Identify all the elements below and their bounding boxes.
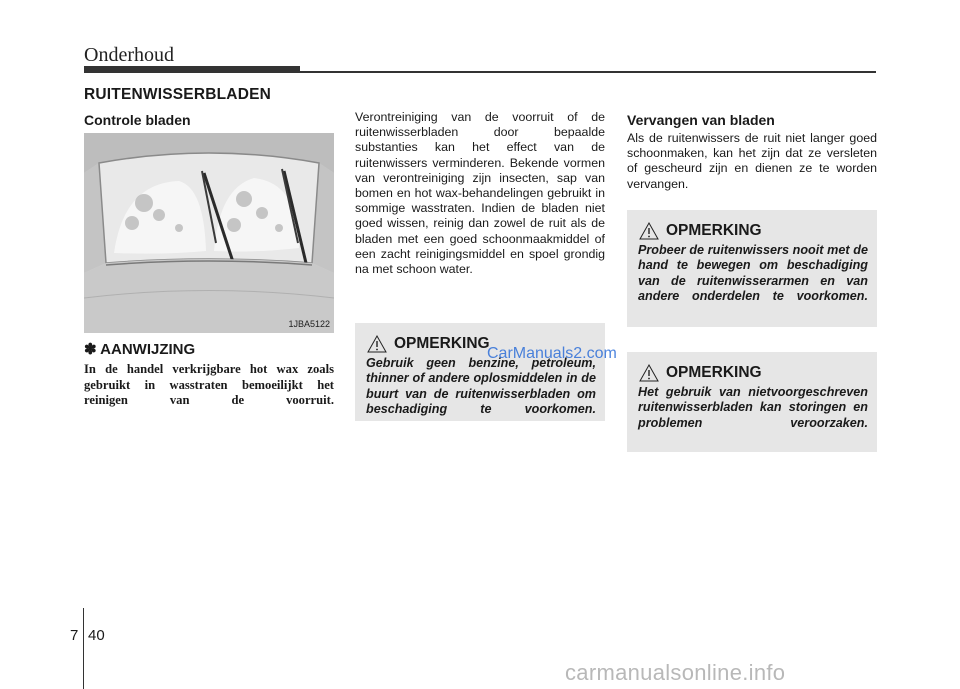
aanwijzing-text: In de handel verkrijgbare hot wax zoals gebruikt in wasstraten bemoeilijkt het reinigen van de voorruit. [84, 362, 334, 407]
note-box-nietvoorgeschreven [627, 352, 877, 452]
windshield-illustration-svg [84, 133, 334, 333]
aanwijzing-title: ✽ AANWIJZING [84, 341, 196, 358]
note-text: Gebruik geen benzine, petroleum, thinner of andere oplosmiddelen in de buurt van de ruitenwisserbladen om beschadiging te voorkomen. [366, 356, 596, 417]
note-header [638, 362, 868, 384]
note-title: OPMERKING [666, 364, 762, 381]
header-rule-thin [300, 71, 876, 73]
subtitle-controle-bladen: Controle bladen [84, 112, 191, 128]
warning-triangle-icon [638, 221, 660, 241]
header-rule-thick [84, 66, 300, 73]
footer-vertical-rule [83, 608, 84, 689]
note-box-oplosmiddelen [355, 323, 605, 421]
body-text-vervangen: Als de ruitenwissers de ruit niet langer goed schoonmaken, kan het zijn dat ze versleten of gescheurd zijn en dienen ze te worden vervangen. [627, 131, 877, 191]
watermark: CarManuals2.com [487, 345, 617, 362]
page-number: 40 [88, 627, 105, 644]
note-text: Het gebruik van nietvoorgeschreven ruitenwisserbladen kan storingen en problemen veroorzaken. [638, 385, 868, 430]
warning-triangle-icon [366, 334, 388, 354]
site-footer-link[interactable]: carmanualsonline.info [565, 660, 786, 685]
body-text-verontreiniging: Verontreiniging van de voorruit of de ruitenwisserbladen door bepaalde substanties kan het effect van de ruitenwissers verminderen. Bekende vormen van verontreiniging zijn insecten, sap van bomen en hot wax-behandelingen gebruikt in sommige wasstraten. Indien de bladen niet goed wissen, reinig dan zowel de ruit als de bladen met een goed schoonmaakmiddel of een zacht reinigingsmiddel en spoel grondig na met schoon water. [355, 110, 605, 277]
note-title: OPMERKING [394, 335, 490, 352]
figure-caption: 1JBA5122 [288, 319, 330, 329]
note-header [638, 220, 868, 242]
note-text: Probeer de ruitenwissers nooit met de hand te bewegen om beschadiging van de ruitenwisserarmen en van andere onderdelen te voorkomen. [638, 243, 868, 304]
header-title: Onderhoud [84, 44, 174, 66]
warning-triangle-icon [638, 363, 660, 383]
note-box-hand-bewegen [627, 210, 877, 327]
windshield-wiper-illustration [84, 133, 334, 333]
subtitle-vervangen-bladen: Vervangen van bladen [627, 112, 775, 128]
section-title: RUITENWISSERBLADEN [84, 86, 272, 103]
note-title: OPMERKING [666, 222, 762, 239]
page-chapter: 7 [70, 627, 79, 644]
